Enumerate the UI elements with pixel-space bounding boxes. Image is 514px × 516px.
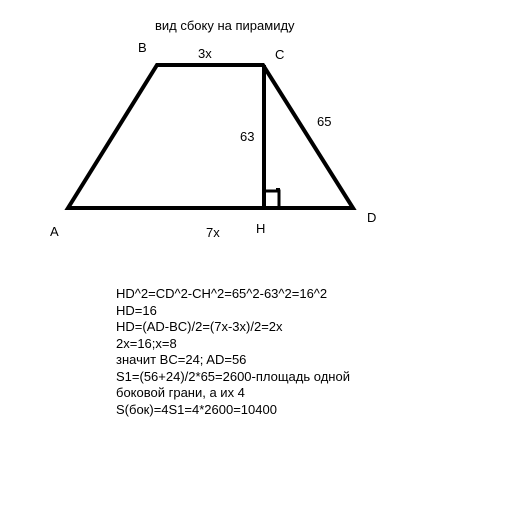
solution-line: S1=(56+24)/2*65=2600-площадь одной xyxy=(116,368,350,384)
right-angle-dot xyxy=(276,188,280,192)
vertex-label-b: B xyxy=(138,40,147,55)
solution-line: HD^2=CD^2-CH^2=65^2-63^2=16^2 xyxy=(116,286,328,301)
vertex-label-a: A xyxy=(50,224,59,239)
diagram-title: вид сбоку на пирамиду xyxy=(155,18,295,33)
side-label-cd: 65 xyxy=(317,114,332,129)
solution-line: HD=(AD-BC)/2=(7x-3x)/2=2x xyxy=(116,319,283,334)
side-label-ch: 63 xyxy=(240,129,255,144)
solution-line: HD=16 xyxy=(116,302,157,318)
vertex-label-h: H xyxy=(256,221,266,236)
side-label-bc: 3x xyxy=(198,46,212,61)
right-angle-marker xyxy=(264,191,279,206)
vertex-label-d: D xyxy=(367,210,377,225)
solution-line: боковой грани, а их 4 xyxy=(116,385,245,400)
vertex-label-c: C xyxy=(275,47,285,62)
solution-line: S(бок)=4S1=4*2600=10400 xyxy=(116,401,277,417)
trapezoid-abcd xyxy=(68,65,353,208)
solution-line: 2x=16;x=8 xyxy=(116,335,177,351)
side-label-ad: 7x xyxy=(206,225,220,240)
solution-text xyxy=(116,286,350,418)
solution-line: значит BC=24; AD=56 xyxy=(116,352,247,367)
